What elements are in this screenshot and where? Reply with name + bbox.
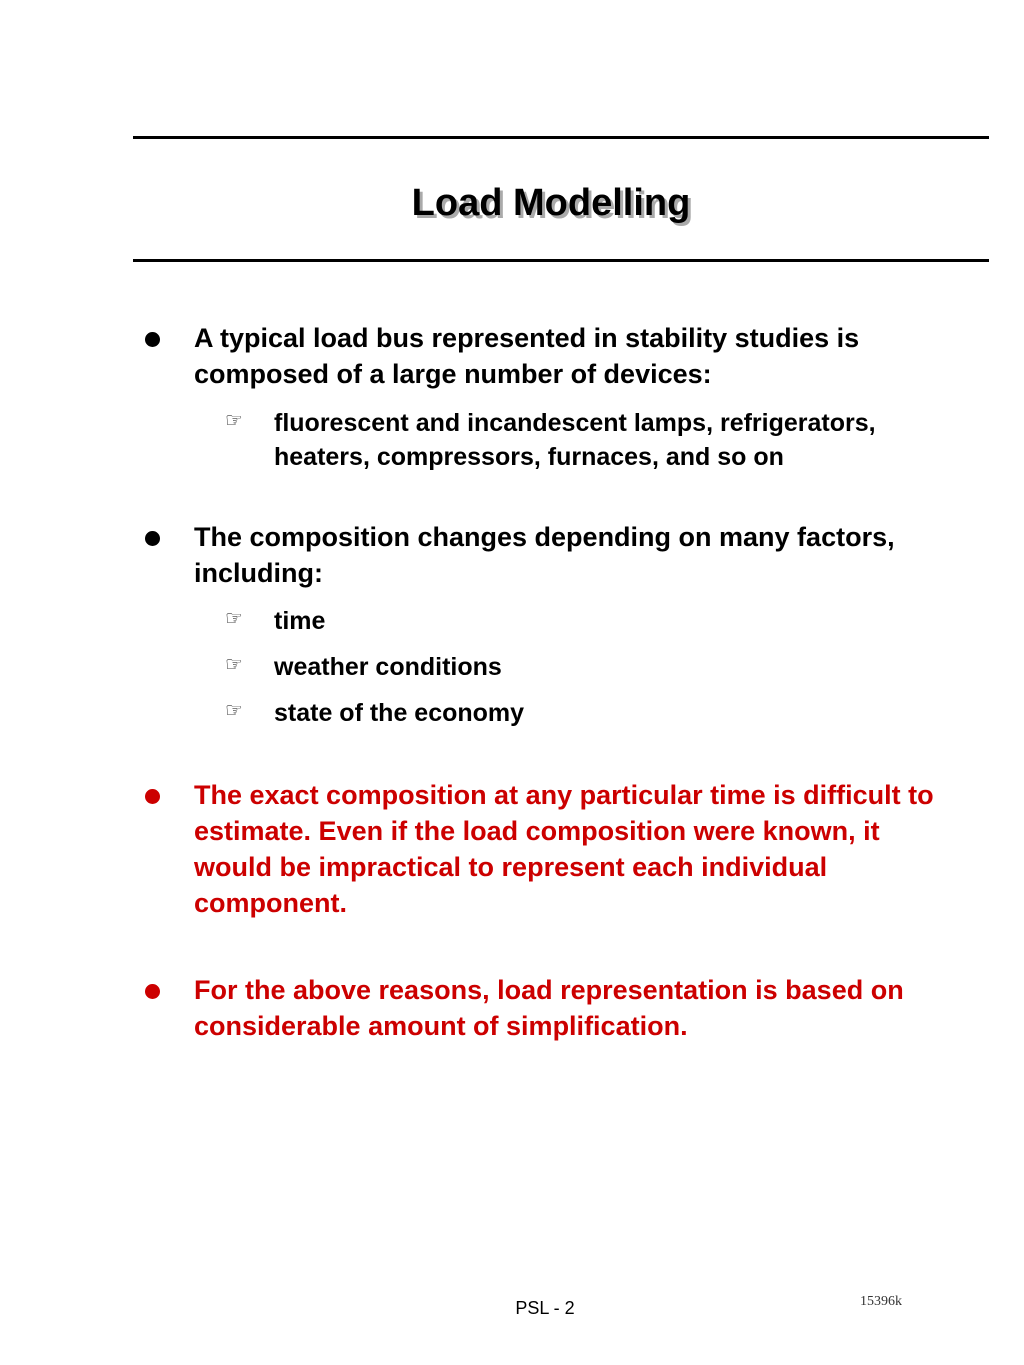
bullet-dot-icon [145, 984, 160, 999]
page-label: PSL - 2 [515, 1298, 575, 1318]
pointing-hand-icon: ☞ [225, 652, 243, 676]
bullet-text: The exact composition at any particular time is difficult to estimate. Even if the load composition were known, it would be impractical to represent each individual component. [194, 780, 934, 918]
bullet-item-1 [145, 320, 945, 392]
bullet-item-3 [145, 777, 945, 921]
bullet-text: The composition changes depending on many factors, including: [194, 522, 895, 588]
pointing-hand-icon: ☞ [225, 408, 243, 432]
sub-item [225, 406, 965, 474]
sub-item [225, 696, 965, 730]
bullet-text: A typical load bus represented in stability studies is composed of a large number of devices: [194, 323, 860, 389]
sub-item [225, 650, 965, 684]
bullet-dot-icon [145, 531, 160, 546]
slide-code: 15396k [860, 1294, 902, 1309]
sub-item [225, 604, 965, 638]
pointing-hand-icon: ☞ [225, 606, 243, 630]
bullet-item-4 [145, 972, 945, 1044]
bullet-item-2 [145, 519, 945, 591]
sub-item-text: state of the economy [274, 699, 525, 727]
bullet-dot-icon [145, 789, 160, 804]
page-title: Load Modelling [411, 182, 691, 224]
bullet-dot-icon [145, 332, 160, 347]
sub-item-text: fluorescent and incandescent lamps, refrigerators, heaters, compressors, furnaces, and so on [274, 409, 876, 471]
pointing-hand-icon: ☞ [225, 698, 243, 722]
sub-item-text: time [274, 607, 326, 635]
sub-item-text: weather conditions [274, 653, 502, 681]
bottom-rule [133, 259, 989, 262]
top-rule [133, 136, 989, 139]
bullet-text: For the above reasons, load representation is based on considerable amount of simplification. [194, 975, 904, 1041]
